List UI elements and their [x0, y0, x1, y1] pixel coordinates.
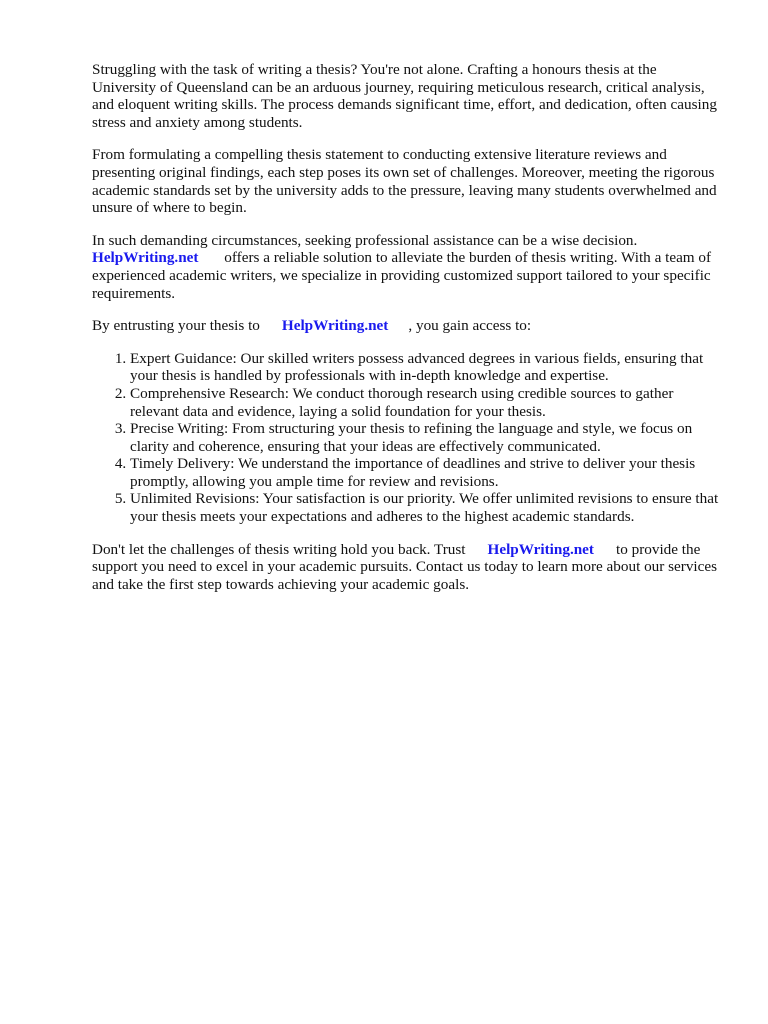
helpwriting-link-2[interactable]: HelpWriting.net — [281, 317, 389, 335]
list-item: 1. Expert Guidance: Our skilled writers possess advanced degrees in various fields, ensuring that your thesis is handled by professionals with in-depth knowledge and expertise. — [130, 350, 724, 385]
list-item: 5. Unlimited Revisions: Your satisfaction is our priority. We offer unlimited revisions to ensure that your thesis meets your expectations and adheres to the highest academic standards. — [130, 490, 724, 525]
list-item: 4. Timely Delivery: We understand the importance of deadlines and strive to deliver your thesis promptly, allowing you ample time for review and revisions. — [130, 455, 724, 490]
closing-before-text: Don't let the challenges of thesis writing hold you back. Trust — [92, 540, 466, 558]
access-after-text: , you gain access to: — [408, 317, 532, 335]
document-page — [92, 61, 724, 608]
list-item: 3. Precise Writing: From structuring your thesis to refining the language and style, we focus on clarity and coherence, ensuring that your ideas are effectively communicated. — [130, 420, 724, 455]
paragraph-closing — [92, 541, 724, 594]
benefits-list — [92, 350, 724, 526]
paragraph-assistance — [92, 232, 724, 302]
paragraph-challenges: From formulating a compelling thesis statement to conducting extensive literature reviews and presenting original findings, each step poses its own set of challenges. Moreover, meeting the rigorous academic standards set by the university adds to the pressure, leaving many students overwhelmed and unsure of where to begin. — [92, 146, 717, 217]
assistance-intro-text: In such demanding circumstances, seeking professional assistance can be a wise decision. — [92, 231, 638, 249]
access-before-text: By entrusting your thesis to — [92, 317, 260, 335]
paragraph-intro: Struggling with the task of writing a thesis? You're not alone. Crafting a honours thesis at the University of Queensland can be an arduous journey, requiring meticulous research, critical analysis, and eloquent writing skills. The process demands significant time, effort, and dedication, often causing stress and anxiety among students. — [92, 61, 717, 131]
closing-after-text: to provide the support you need to excel in your academic pursuits. Contact us today to learn more about our services and take the first step towards achieving your academic goals. — [92, 540, 718, 593]
helpwriting-link-3[interactable]: HelpWriting.net — [487, 540, 594, 558]
helpwriting-link-1[interactable]: HelpWriting.net — [92, 249, 199, 267]
list-item: 2. Comprehensive Research: We conduct thorough research using credible sources to gather relevant data and evidence, laying a solid foundation for your thesis. — [130, 385, 724, 420]
assistance-rest-text: offers a reliable solution to alleviate the burden of thesis writing. With a team of experienced academic writers, we specialize in providing customized support tailored to your specific requirements. — [92, 249, 712, 302]
paragraph-access — [92, 317, 724, 335]
